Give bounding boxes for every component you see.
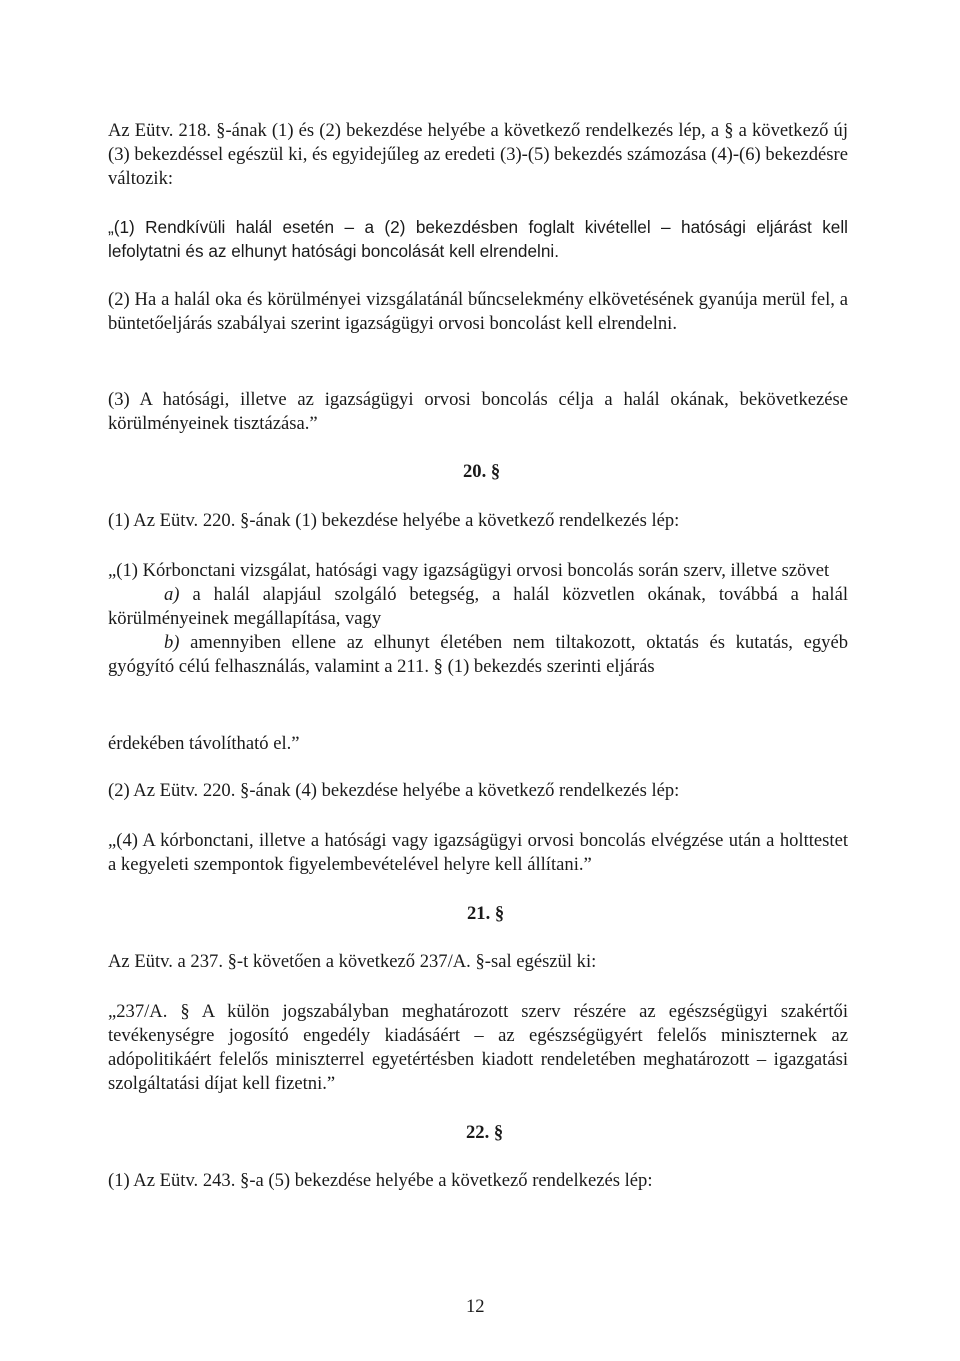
point-a-text: a halál alapjául szolgáló betegség, a halál közvetlen okának, továbbá a halál körülményeinek megállapítása, vagy (108, 584, 848, 629)
intro-paragraph: Az Eütv. 218. §-ának (1) és (2) bekezdése helyébe a következő rendelkezés lép, a § a következő új (3) bekezdéssel egészül ki, és egyidejűleg az eredeti (3)-(5) bekezdés számozása (4)-(6) bekezdésre változik: (108, 120, 848, 189)
point-b-text: amennyiben ellene az elhunyt életében nem tiltakozott, oktatás és kutatás, egyéb gyógyító célú felhasználás, valamint a 211. § (1) bekezdés szerinti eljárás (108, 632, 848, 677)
section-20-item-1: (1) Az Eütv. 220. §-ának (1) bekezdése helyébe a következő rendelkezés lép: (108, 510, 680, 531)
section-heading-22: 22. § (466, 1122, 504, 1143)
quoted-paragraph-3: (3) A hatósági, illetve az igazságügyi orvosi boncolás célja a halál okának, bekövetkezése körülményeinek tisztázása.” (108, 389, 848, 434)
quoted-paragraph-1: „(1) Rendkívüli halál esetén – a (2) bekezdésben foglalt kivétellel – hatósági eljárást kell lefolytatni és az elhunyt hatósági boncolását kell elrendelni. (108, 217, 848, 261)
quoted-paragraph-4: „(4) A kórbonctani, illetve a hatósági vagy igazságügyi orvosi boncolás elvégzése után a holttestet a kegyeleti szempontok figyelembevételével helyre kell állítani.” (108, 830, 848, 875)
section-heading-20: 20. § (463, 461, 501, 482)
quoted-paragraph-237a: „237/A. § A külön jogszabályban meghatározott szerv részére az egészségügyi szakértői tevékenységre jogosító engedély kiadásáért – az egészségügyért felelős miniszternek az adópolitikáért felelős miniszterrel egyetértésben kiadott rendeletében meghatározott – igazgatási szolgáltatási díjat kell fizetni.” (108, 1001, 848, 1094)
korbonctani-closing: érdekében távolítható el.” (108, 733, 300, 754)
quoted-paragraph-2: (2) Ha a halál oka és körülményei vizsgálatánál bűncselekmény elkövetésének gyanúja merül fel, a büntetőeljárás szabályai szerint igazságügyi orvosi boncolást kell elrendelni. (108, 289, 848, 334)
section-heading-21: 21. § (467, 903, 505, 924)
quoted-paragraph-korbonctani (108, 559, 848, 679)
point-a-marker: a) (164, 584, 180, 605)
section-21-text: Az Eütv. a 237. §-t követően a következő 237/A. §-sal egészül ki: (108, 951, 597, 972)
page-number: 12 (466, 1296, 485, 1317)
point-a (108, 583, 848, 631)
point-b (108, 631, 848, 679)
point-b-marker: b) (164, 632, 180, 653)
section-20-item-2: (2) Az Eütv. 220. §-ának (4) bekezdése helyébe a következő rendelkezés lép: (108, 780, 680, 801)
section-22-item-1: (1) Az Eütv. 243. §-a (5) bekezdése helyébe a következő rendelkezés lép: (108, 1170, 653, 1191)
korbonctani-lead: „(1) Kórbonctani vizsgálat, hatósági vagy igazságügyi orvosi boncolás során szerv, illetve szövet (108, 560, 830, 581)
